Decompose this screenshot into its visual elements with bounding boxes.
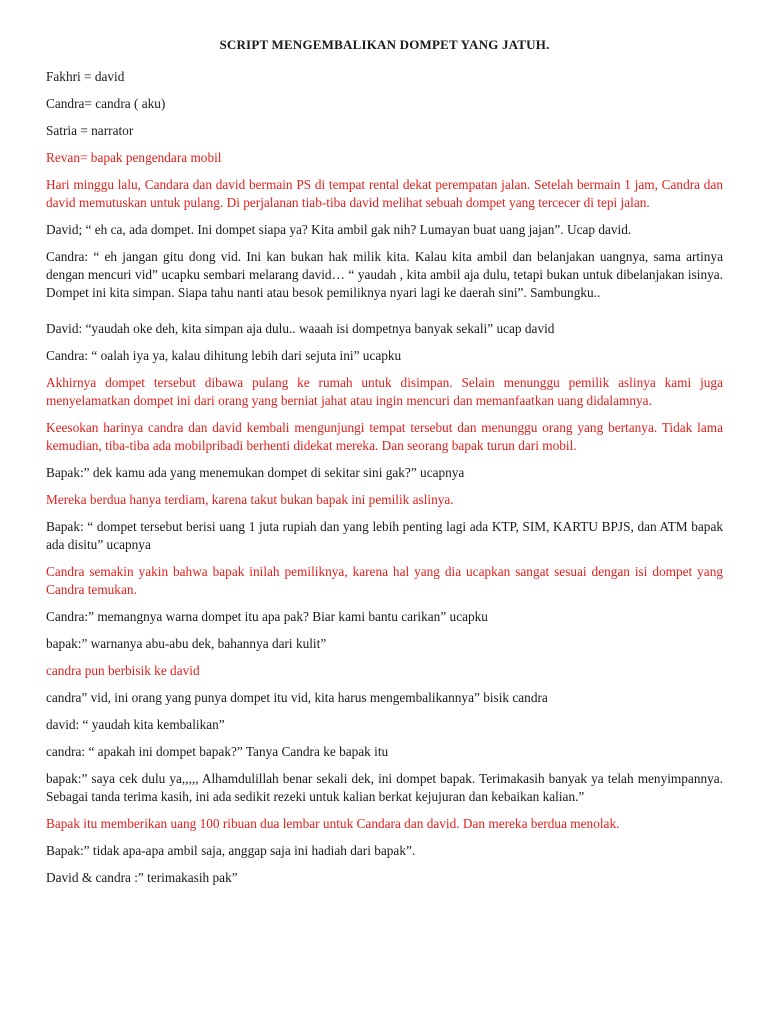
dialogue-paragraph: Bapak: “ dompet tersebut berisi uang 1 juta rupiah dan yang lebih penting lagi ada KTP, SIM, KARTU BPJS, dan ATM bapak ada disitu” ucapnya (46, 519, 723, 552)
dialogue-paragraph: Bapak:” tidak apa-apa ambil saja, anggap saja ini hadiah dari bapak”. (46, 843, 416, 858)
narration-paragraph: Keesokan harinya candra dan david kembali mengunjungi tempat tersebut dan menunggu orang yang bertanya. Tidak lama kemudian, tiba-tiba ada mobilpribadi berhenti didekat mereka. Dan seorang bapak turun dari mobil. (46, 420, 723, 453)
narration-paragraph: Hari minggu lalu, Candara dan david bermain PS di tempat rental dekat perempatan jalan. Setelah bermain 1 jam, Candra dan david memutuskan untuk pulang. Di perjalanan tiab-tiba david melihat sebuah dompet yang tercecer di tepi jalan. (46, 177, 723, 210)
dialogue-paragraph: David & candra :” terimakasih pak” (46, 870, 238, 885)
dialogue-paragraph: david: “ yaudah kita kembalikan” (46, 717, 225, 732)
document-title: SCRIPT MENGEMBALIKAN DOMPET YANG JATUH. (219, 37, 550, 52)
narration-paragraph: candra pun berbisik ke david (46, 663, 200, 678)
cast-line-narrator: Satria = narrator (46, 123, 134, 138)
dialogue-paragraph: bapak:” saya cek dulu ya,,,,, Alhamdulillah benar sekali dek, ini dompet bapak. Terimakasih banyak ya telah menyimpannya. Sebagai tanda terima kasih, ini ada sedikit rezeki untuk kalian berkat kejujuran dan kebaikan kalian.” (46, 771, 723, 804)
cast-line-bapak: Revan= bapak pengendara mobil (46, 150, 222, 165)
narration-paragraph: Bapak itu memberikan uang 100 ribuan dua lembar untuk Candara dan david. Dan mereka berdua menolak. (46, 816, 620, 831)
dialogue-paragraph: David; “ eh ca, ada dompet. Ini dompet siapa ya? Kita ambil gak nih? Lumayan buat uang jajan”. Ucap david. (46, 222, 632, 237)
dialogue-paragraph: Candra: “ eh jangan gitu dong vid. Ini kan bukan hak milik kita. Kalau kita ambil dan belanjakan uangnya, sama artinya dengan mencuri vid” ucapku sembari melarang david… “ yaudah , kita ambil aja dulu, tetapi bukan untuk dibelanjakan isinya. Dompet ini kita simpan. Siapa tahu nanti atau besok pemiliknya nyari lagi ke daerah sini”. Sambungku.. (46, 249, 723, 300)
narration-paragraph: Candra semakin yakin bahwa bapak inilah pemiliknya, karena hal yang dia ucapkan sangat sesuai dengan isi dompet yang Candra temukan. (46, 564, 723, 597)
dialogue-paragraph: Candra:” memangnya warna dompet itu apa pak? Biar kami bantu carikan” ucapku (46, 609, 488, 624)
narration-paragraph: Mereka berdua hanya terdiam, karena takut bukan bapak ini pemilik aslinya. (46, 492, 454, 507)
dialogue-paragraph: candra” vid, ini orang yang punya dompet itu vid, kita harus mengembalikannya” bisik candra (46, 690, 548, 705)
dialogue-paragraph: bapak:” warnanya abu-abu dek, bahannya dari kulit” (46, 636, 327, 651)
cast-line-candra: Candra= candra ( aku) (46, 96, 166, 111)
narration-paragraph: Akhirnya dompet tersebut dibawa pulang ke rumah untuk disimpan. Selain menunggu pemilik aslinya kami juga menyelamatkan dompet ini dari orang yang berniat jahat atau ingin mencuri dan memanfaatkan uang didalamnya. (46, 375, 723, 408)
cast-line-david: Fakhri = david (46, 69, 125, 84)
document-page (46, 36, 723, 896)
dialogue-paragraph: Candra: “ oalah iya ya, kalau dihitung lebih dari sejuta ini” ucapku (46, 348, 402, 363)
dialogue-paragraph: David: “yaudah oke deh, kita simpan aja dulu.. waaah isi dompetnya banyak sekali” ucap david (46, 321, 555, 336)
dialogue-paragraph: Bapak:” dek kamu ada yang menemukan dompet di sekitar sini gak?” ucapnya (46, 465, 465, 480)
dialogue-paragraph: candra: “ apakah ini dompet bapak?” Tanya Candra ke bapak itu (46, 744, 389, 759)
